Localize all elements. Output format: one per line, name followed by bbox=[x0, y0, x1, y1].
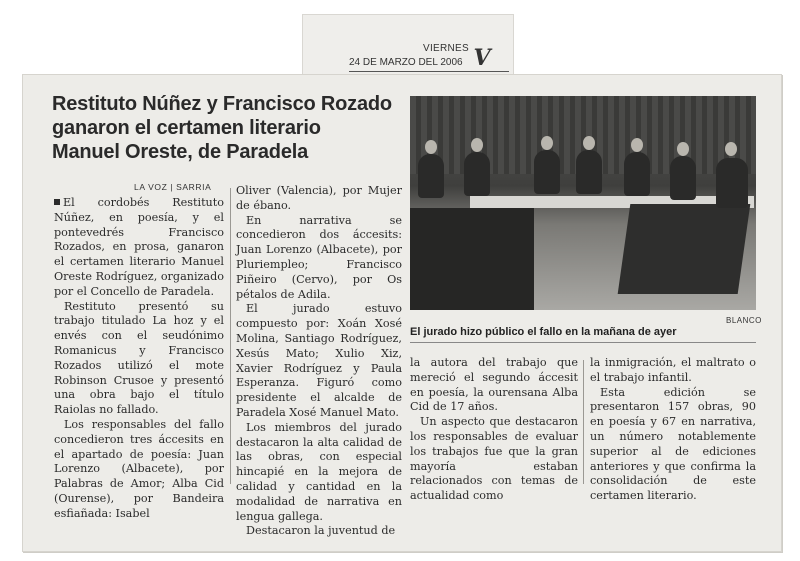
article-paragraph: la inmigración, el maltrato o el trabajo infantil. bbox=[590, 356, 756, 384]
masthead-date: 24 DE MARZO DEL 2006 bbox=[349, 57, 463, 68]
article-column-2 bbox=[236, 184, 402, 539]
article-paragraph: Los miembros del jurado destacaron la alta calidad de las obras, con especial hincapié en la mejora de calidad y cantidad en la modalidad de narrativa en lengua gallega. bbox=[236, 420, 402, 523]
article-paragraph: El cordobés Restituto Núñez, en poesía, y el pontevedrés Francisco Rozados, en prosa, ganaron el certamen literario Manuel Oreste Rodríguez, organizado por el Concello de Paradela. bbox=[54, 196, 224, 298]
photo-caption: El jurado hizo público el fallo en la mañana de ayer bbox=[410, 326, 756, 343]
article-paragraph: Los responsables del fallo concedieron tres áccesits en el apartado de poesía: Juan Lorenzo (Albacete), por Palabras de Amor; Alba Cid (Ourense), por Bandeira esfiañada: Isabel bbox=[54, 417, 224, 520]
article-paragraph: Restituto presentó su trabajo titulado La hoz y el envés con el seudónimo Romanicus y Francisco Rozados utilizó el mote Robinson Crusoe y presentó una obra bajo el título Raiolas no fallado. bbox=[54, 299, 224, 417]
jury-member-head bbox=[631, 138, 643, 152]
article-paragraph: Oliver (Valencia), por Mujer de ébano. bbox=[236, 184, 402, 212]
article-paragraph: En narrativa se concedieron dos áccesits: Juan Lorenzo (Albacete), por Pluriempleo; Francisco Piñeiro (Cervo), por Os pétalos de Adila. bbox=[236, 213, 402, 301]
headline-line-3: Manuel Oreste, de Paradela bbox=[52, 141, 309, 163]
headline-line-2: ganaron el certamen literario bbox=[52, 117, 321, 139]
column-divider bbox=[583, 360, 584, 484]
jury-member bbox=[576, 150, 602, 194]
article-column-4 bbox=[590, 356, 756, 504]
headline-line-1: Restituto Núñez y Francisco Rozado bbox=[52, 93, 392, 115]
photo-credit: BLANCO bbox=[726, 316, 762, 325]
masthead-day: VIERNES bbox=[423, 43, 470, 54]
jury-member bbox=[716, 158, 748, 208]
meeting-table-front bbox=[410, 208, 534, 310]
jury-member-head bbox=[471, 138, 483, 152]
masthead-stub bbox=[302, 14, 514, 76]
jury-member bbox=[534, 150, 560, 194]
jury-member bbox=[464, 152, 490, 196]
masthead-rule bbox=[349, 71, 509, 72]
jury-member-head bbox=[725, 142, 737, 156]
column-divider bbox=[230, 188, 231, 484]
newspaper-logo-icon: V bbox=[473, 45, 491, 71]
jury-member-head bbox=[677, 142, 689, 156]
jury-member bbox=[418, 154, 444, 198]
article-paragraph: Destacaron la juventud de bbox=[246, 524, 396, 538]
square-bullet-icon bbox=[54, 199, 60, 205]
jury-member-head bbox=[425, 140, 437, 154]
article-paragraph: Un aspecto que destacaron los responsables de evaluar los trabajos fue que la gran mayoría estaban relacionados con temas de actualidad como bbox=[410, 415, 578, 503]
article-headline bbox=[52, 92, 404, 164]
jury-member-head bbox=[583, 136, 595, 150]
jury-member-head bbox=[541, 136, 553, 150]
article-byline: LA VOZ | SARRIA bbox=[134, 182, 212, 192]
article-column-1 bbox=[54, 196, 224, 522]
meeting-table-side bbox=[618, 204, 751, 294]
article-column-3 bbox=[410, 356, 578, 504]
jury-member bbox=[624, 152, 650, 196]
jury-photo bbox=[410, 96, 756, 310]
article-paragraph: la autora del trabajo que mereció el segundo áccesit en poesía, la ourensana Alba Cid de 17 años. bbox=[410, 356, 578, 414]
jury-member bbox=[670, 156, 696, 200]
article-paragraph: Esta edición se presentaron 157 obras, 90 en poesía y 67 en narrativa, un número notablemente superior al de ediciones anteriores y que confirma la consolidación de este certamen literario. bbox=[590, 385, 756, 503]
article-paragraph: El jurado estuvo compuesto por: Xoán Xosé Molina, Santiago Rodríguez, Xesús Mato; Xulio Xiz, Xavier Rodríguez y Paula Esperanza. Figuró como presidente el alcalde de Paradela Xosé Manuel Mato. bbox=[236, 302, 402, 419]
